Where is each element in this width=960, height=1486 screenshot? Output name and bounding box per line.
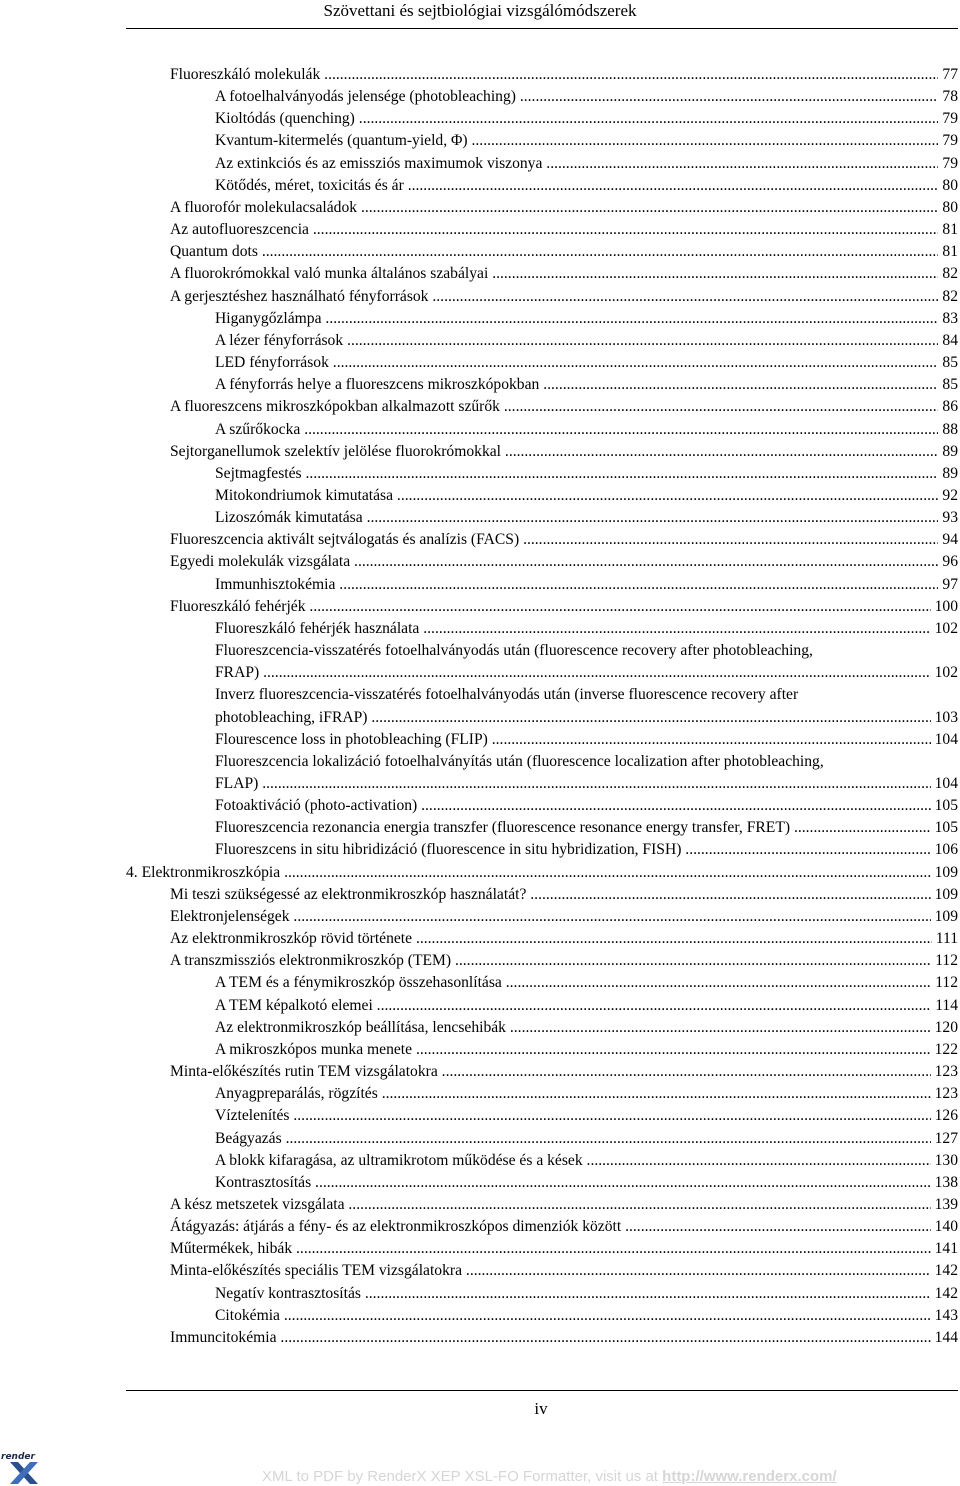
toc-entry[interactable]	[126, 906, 958, 928]
toc-entry-title: Minta-előkészítés speciális TEM vizsgálatokra .....	[170, 1260, 931, 1282]
toc-entry[interactable]	[126, 108, 958, 130]
toc-entry[interactable]	[126, 884, 958, 906]
toc-entry[interactable]	[126, 1305, 958, 1327]
toc-entry-page: 100	[934, 597, 958, 615]
toc-entry[interactable]	[126, 1150, 958, 1172]
toc-entry-page: 109	[934, 907, 958, 925]
toc-entry[interactable]	[126, 419, 958, 441]
toc-entry-title: Műtermékek, hibák .....	[170, 1238, 931, 1260]
toc-entry-page: 114	[935, 996, 958, 1014]
toc-entry-page: 79	[942, 110, 958, 128]
toc-entry-page: 78	[942, 88, 958, 106]
toc-entry[interactable]	[126, 153, 958, 175]
toc-entry-title: Az elektronmikroszkóp rövid története .....	[170, 928, 932, 950]
toc-entry-page: 79	[942, 154, 958, 172]
toc-entry[interactable]	[126, 1128, 958, 1150]
toc-entry[interactable]	[126, 862, 958, 884]
toc-entry-title-line1: Fluoreszcencia-visszatérés fotoelhalványodás után (fluorescence recovery after photobleaching,	[215, 642, 813, 660]
toc-entry-page: 142	[934, 1284, 958, 1302]
toc-entry-title: Fluoreszcencia rezonancia energia transzfer (fluorescence resonance energy transfer, FRET) .....	[215, 817, 931, 839]
toc-entry-title-line2	[215, 662, 958, 684]
toc-entry[interactable]	[126, 1194, 958, 1216]
toc-entry[interactable]	[126, 950, 958, 972]
toc-entry-title: Fluoreszkáló fehérjék .....	[170, 596, 931, 618]
toc-entry-page: 93	[942, 509, 958, 527]
toc-entry-page: 85	[942, 376, 958, 394]
toc-entry-page: 140	[934, 1218, 958, 1236]
toc-entry[interactable]	[126, 529, 958, 551]
toc-entry-title: Higanygőzlámpa .....	[215, 308, 938, 330]
toc-entry[interactable]	[126, 839, 958, 861]
toc-entry-page: 139	[934, 1195, 958, 1213]
toc-entry-page: 143	[934, 1306, 958, 1324]
toc-entry-title: Flourescence loss in photobleaching (FLIP) .....	[215, 729, 931, 751]
toc-entry-title	[215, 751, 958, 795]
toc-entry[interactable]	[126, 795, 958, 817]
toc-entry-title: Fluoreszkáló molekulák .....	[170, 64, 938, 86]
toc-entry-title-line1: Inverz fluoreszcencia-visszatérés fotoelhalványodás után (inverse fluorescence recovery after	[215, 686, 799, 704]
toc-entry-title: A gerjesztéshez használható fényforrások .....	[170, 286, 938, 308]
toc-entry-page: 81	[942, 243, 958, 261]
toc-entry-title-line2	[215, 707, 958, 729]
toc-entry-page: 112	[935, 974, 958, 992]
toc-entry-title: Mi teszi szükségessé az elektronmikroszkóp használatát? .....	[170, 884, 931, 906]
toc-entry-page: 89	[942, 442, 958, 460]
toc-entry[interactable]	[126, 1039, 958, 1061]
toc-entry-title: Mitokondriumok kimutatása .....	[215, 485, 938, 507]
toc-entry-page: 79	[942, 132, 958, 150]
toc-entry-title: Beágyazás .....	[215, 1128, 931, 1150]
toc-entry-title: Átágyazás: átjárás a fény- és az elektronmikroszkópos dimenziók között .....	[170, 1216, 931, 1238]
toc-entry[interactable]	[126, 1327, 958, 1349]
toc-entry-title: Sejtmagfestés .....	[215, 463, 938, 485]
toc-entry[interactable]	[126, 972, 958, 994]
toc-entry-title: Fluoreszkáló fehérjék használata .....	[215, 618, 931, 640]
toc-entry-title: Kvantum-kitermelés (quantum-yield, Φ) .....	[215, 130, 938, 152]
toc-entry-page: 120	[934, 1018, 958, 1036]
toc-entry-title: Elektronjelenségek .....	[170, 906, 931, 928]
logo-text: render	[1, 1452, 35, 1462]
toc-entry-title: Az elektronmikroszkóp beállítása, lencsehibák .....	[215, 1017, 931, 1039]
toc-entry-page: 88	[942, 420, 958, 438]
toc-entry-page: 83	[942, 309, 958, 327]
page-number: iv	[534, 1399, 548, 1418]
toc-entry[interactable]	[126, 64, 958, 86]
toc-entry[interactable]	[126, 507, 958, 529]
toc-entry-page: 123	[934, 1063, 958, 1081]
toc-entry-page: 144	[934, 1328, 958, 1346]
toc-entry-page: 80	[942, 176, 958, 194]
toc-entry[interactable]	[126, 130, 958, 152]
toc-entry[interactable]	[126, 175, 958, 197]
toc-entry[interactable]	[126, 86, 958, 108]
toc-entry-page: 102	[934, 664, 958, 682]
toc-entry-title: Egyedi molekulák vizsgálata .....	[170, 551, 938, 573]
toc-entry-title: Immunhisztokémia .....	[215, 574, 938, 596]
toc-entry-title: A fluorofór molekulacsaládok .....	[170, 197, 938, 219]
toc-entry[interactable]	[126, 1172, 958, 1194]
renderx-x-icon	[8, 1460, 40, 1486]
toc-entry-title: A transzmissziós elektronmikroszkóp (TEM) .....	[170, 950, 931, 972]
toc-entry[interactable]	[126, 618, 958, 640]
toc-entry-page: 111	[935, 930, 958, 948]
toc-entry[interactable]	[126, 263, 958, 285]
watermark-link[interactable]: http://www.renderx.com/	[662, 1468, 837, 1485]
toc-entry-title: Fluoreszcens in situ hibridizáció (fluorescence in situ hybridization, FISH) .....	[215, 839, 931, 861]
toc-entry[interactable]	[126, 596, 958, 618]
toc-entry[interactable]	[126, 463, 958, 485]
toc-entry[interactable]	[126, 1061, 958, 1083]
running-head: Szövettani és sejtbiológiai vizsgálómódszerek	[323, 1, 637, 20]
toc-entry-page: 80	[942, 198, 958, 216]
toc-entry-page: 126	[934, 1107, 958, 1125]
toc-entry-page: 123	[934, 1085, 958, 1103]
toc-entry-title-cont: photobleaching, iFRAP) .....	[215, 707, 931, 729]
toc-entry-page: 84	[942, 331, 958, 349]
toc-entry-page: 109	[934, 863, 958, 881]
toc-entry-title: Sejtorganellumok szelektív jelölése fluorokrómokkal .....	[170, 441, 938, 463]
toc-entry[interactable]	[126, 1283, 958, 1305]
toc-entry-page: 85	[942, 354, 958, 372]
toc-entry-title: Negatív kontrasztosítás .....	[215, 1283, 931, 1305]
toc-entry-page: 96	[942, 553, 958, 571]
toc-entry-title: LED fényforrások .....	[215, 352, 938, 374]
toc-entry-title-cont: FRAP) .....	[215, 662, 931, 684]
toc-entry-title: Fotoaktiváció (photo-activation) .....	[215, 795, 931, 817]
toc-entry-title: Fluoreszcencia aktivált sejtválogatás és analízis (FACS) .....	[170, 529, 938, 551]
toc-entry[interactable]	[126, 1105, 958, 1127]
toc-entry-title: Minta-előkészítés rutin TEM vizsgálatokra .....	[170, 1061, 931, 1083]
toc-entry-title	[215, 640, 958, 684]
toc-entry[interactable]	[126, 751, 958, 795]
toc-entry-title: Lizoszómák kimutatása .....	[215, 507, 938, 529]
toc-entry-page: 141	[934, 1240, 958, 1258]
toc-entry-page: 92	[942, 486, 958, 504]
toc-entry-page: 82	[942, 287, 958, 305]
toc-entry-page: 81	[942, 221, 958, 239]
toc-entry-page: 102	[934, 619, 958, 637]
toc-entry[interactable]	[126, 817, 958, 839]
toc-entry-title: Az autofluoreszcencia .....	[170, 219, 938, 241]
toc-entry[interactable]	[126, 928, 958, 950]
toc-entry-title: Citokémia .....	[215, 1305, 931, 1327]
toc-entry[interactable]	[126, 485, 958, 507]
toc-entry-title: Quantum dots .....	[170, 241, 938, 263]
toc-entry[interactable]	[126, 1017, 958, 1039]
toc-entry[interactable]	[126, 640, 958, 684]
toc-entry[interactable]	[126, 396, 958, 418]
toc-entry-title: A blokk kifaragása, az ultramikrotom működése és a kések .....	[215, 1150, 931, 1172]
toc-entry-title: Kioltódás (quenching) .....	[215, 108, 938, 130]
toc-entry-page: 138	[934, 1173, 958, 1191]
watermark	[262, 1468, 837, 1485]
toc-entry-title: A mikroszkópos munka menete .....	[215, 1039, 931, 1061]
toc-entry-title: A fluorokrómokkal való munka általános szabályai .....	[170, 263, 938, 285]
toc-entry-title-line2	[215, 773, 958, 795]
toc-entry-page: 109	[934, 885, 958, 903]
table-of-contents	[126, 64, 958, 1349]
toc-entry-title: Anyagpreparálás, rögzítés .....	[215, 1083, 931, 1105]
toc-entry-page: 105	[934, 797, 958, 815]
toc-entry-page: 105	[934, 819, 958, 837]
toc-entry-page: 127	[934, 1129, 958, 1147]
toc-entry-title-cont: FLAP) .....	[215, 773, 931, 795]
toc-entry-page: 104	[934, 730, 958, 748]
toc-entry-page: 97	[942, 575, 958, 593]
toc-entry-title: Kontrasztosítás .....	[215, 1172, 931, 1194]
toc-entry[interactable]	[126, 352, 958, 374]
toc-entry-title: A szűrőkocka .....	[215, 419, 938, 441]
toc-entry[interactable]	[126, 995, 958, 1017]
toc-entry-page: 89	[942, 464, 958, 482]
toc-entry-page: 77	[942, 66, 958, 83]
toc-entry[interactable]	[126, 1083, 958, 1105]
toc-entry[interactable]	[126, 441, 958, 463]
toc-entry-title: Az extinkciós és az emissziós maximumok viszonya .....	[215, 153, 938, 175]
toc-entry-page: 112	[935, 952, 958, 970]
toc-entry-title: A TEM képalkotó elemei .....	[215, 995, 931, 1017]
toc-entry[interactable]	[126, 308, 958, 330]
toc-entry-page: 142	[934, 1262, 958, 1280]
toc-entry-page: 104	[934, 775, 958, 792]
toc-entry[interactable]	[126, 219, 958, 241]
toc-entry-title: A TEM és a fénymikroszkóp összehasonlítása .....	[215, 972, 931, 994]
toc-entry[interactable]	[126, 551, 958, 573]
toc-entry-title: Víztelenítés .....	[215, 1105, 931, 1127]
toc-entry[interactable]	[126, 241, 958, 263]
toc-entry-title: 4. Elektronmikroszkópia .....	[126, 862, 931, 884]
toc-entry[interactable]	[126, 1216, 958, 1238]
toc-entry-page: 103	[934, 708, 958, 726]
toc-entry-page: 130	[934, 1151, 958, 1169]
toc-entry-title: A fluoreszcens mikroszkópokban alkalmazott szűrők .....	[170, 396, 938, 418]
toc-entry-page: 82	[942, 265, 958, 283]
header-rule	[126, 28, 958, 29]
toc-entry[interactable]	[126, 286, 958, 308]
toc-entry[interactable]	[126, 1238, 958, 1260]
toc-entry-page: 106	[934, 841, 958, 859]
toc-entry-page: 122	[934, 1040, 958, 1058]
toc-entry-title: Kötődés, méret, toxicitás és ár .....	[215, 175, 938, 197]
toc-entry-page: 94	[942, 531, 958, 549]
toc-entry-title: A kész metszetek vizsgálata .....	[170, 1194, 931, 1216]
toc-entry[interactable]	[126, 729, 958, 751]
toc-entry-title-line1: Fluoreszcencia lokalizáció fotoelhalványítás után (fluorescence localization after photobleaching,	[215, 752, 824, 770]
toc-entry-title: A lézer fényforrások .....	[215, 330, 938, 352]
toc-entry-title: Immuncitokémia .....	[170, 1327, 931, 1349]
footer-rule	[126, 1390, 958, 1391]
toc-entry[interactable]	[126, 1260, 958, 1282]
toc-entry-title: A fotoelhalványodás jelensége (photobleaching) .....	[215, 86, 938, 108]
toc-entry[interactable]	[126, 197, 958, 219]
toc-entry-title	[215, 684, 958, 728]
watermark-text: XML to PDF by RenderX XEP XSL-FO Formatter, visit us at	[262, 1468, 658, 1485]
toc-entry-title: A fényforrás helye a fluoreszcens mikroszkópokban .....	[215, 374, 938, 396]
toc-entry[interactable]	[126, 374, 958, 396]
toc-entry[interactable]	[126, 684, 958, 728]
toc-entry-page: 86	[942, 398, 958, 416]
toc-entry[interactable]	[126, 330, 958, 352]
toc-entry[interactable]	[126, 574, 958, 596]
renderx-logo	[0, 1452, 42, 1486]
